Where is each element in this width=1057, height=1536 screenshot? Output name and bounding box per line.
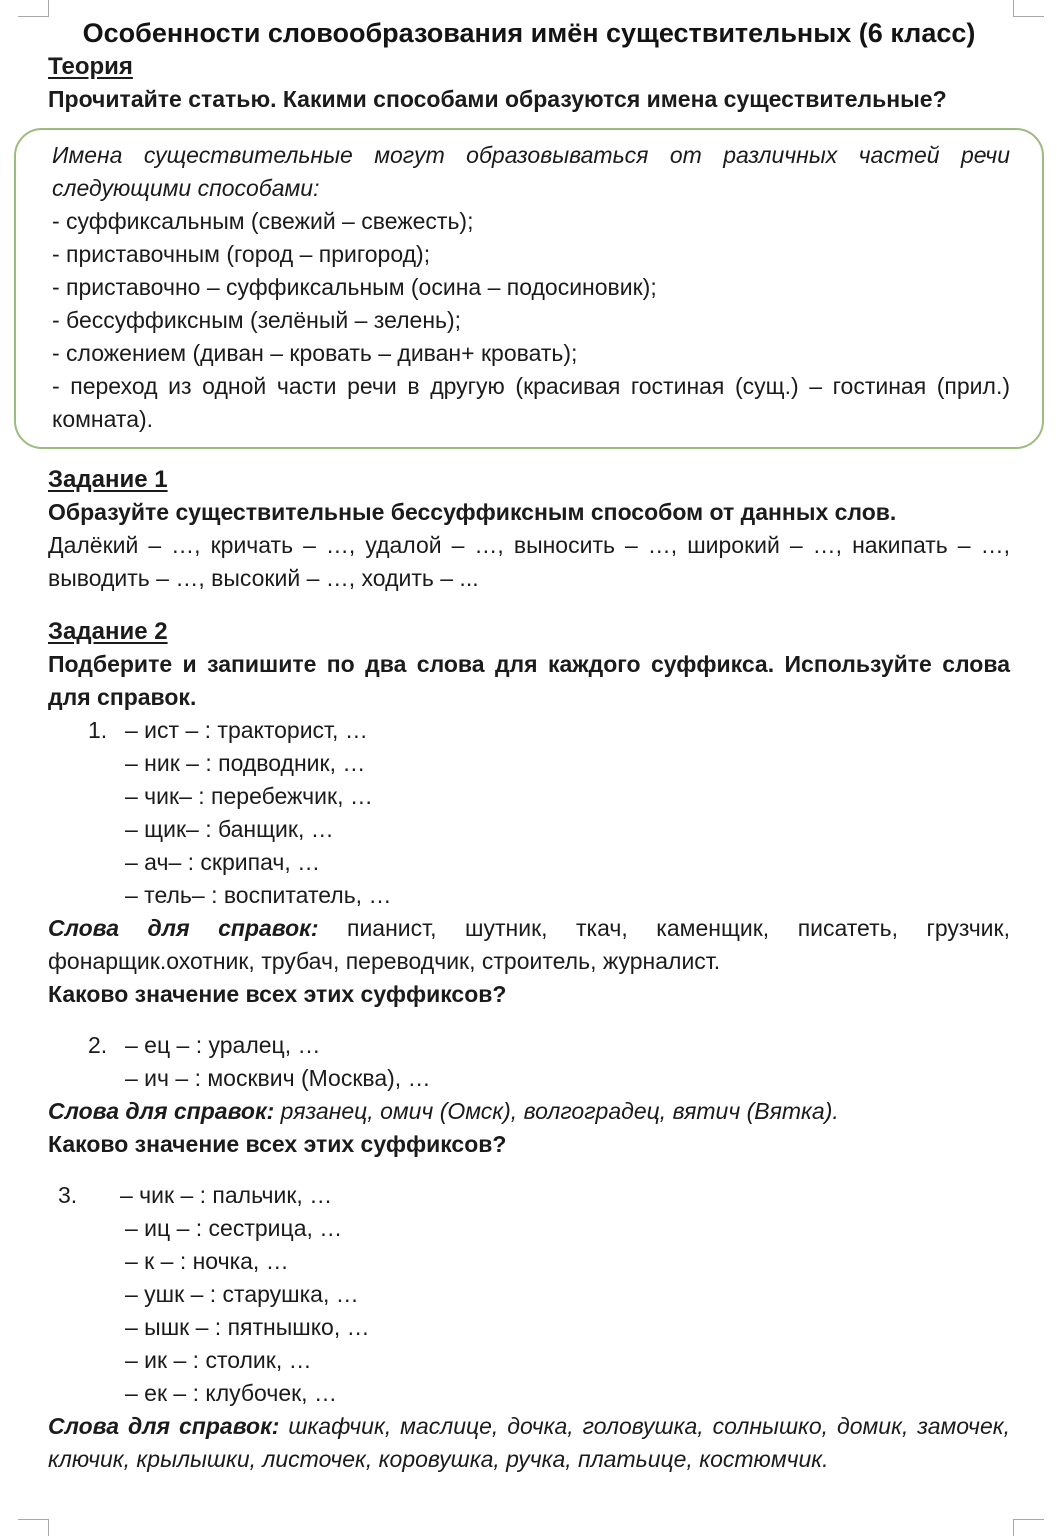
suffix-item: – ышк – : пятнышко, …: [125, 1314, 370, 1340]
word-formation-method: - приставочным (город – пригород);: [52, 241, 431, 267]
suffix-item: – ушк – : старушка, …: [125, 1281, 359, 1307]
word-formation-method: - приставочно – суффиксальным (осина – подосиновик);: [52, 274, 657, 300]
suffix-item-text: – чик – : пальчик, …: [120, 1182, 333, 1208]
suffix-item: – иц – : сестрица, …: [125, 1215, 343, 1241]
suffix-item: – ич – : москвич (Москва), …: [125, 1065, 431, 1091]
suffix-item: – щик– : банщик, …: [125, 816, 334, 842]
reference-words-paragraph: [48, 1095, 1010, 1128]
reference-words-label: Слова для справок:: [48, 1098, 275, 1124]
suffix-item: [48, 714, 1010, 747]
task-2-heading: Задание 2: [48, 618, 168, 645]
theory-question: Прочитайте статью. Какими способами образуются имена существительные?: [48, 86, 947, 112]
suffix-item: – тель– : воспитатель, …: [125, 882, 392, 908]
suffix-item: – ник – : подводник, …: [125, 750, 366, 776]
word-formation-method: - сложением (диван – кровать – диван+ кровать);: [52, 340, 578, 366]
task-2-section: [48, 615, 1010, 1476]
word-formation-methods-list: [52, 205, 1010, 436]
suffix-group-3: [48, 1179, 1010, 1476]
group-question: Каково значение всех этих суффиксов?: [48, 981, 507, 1007]
suffix-item: – к – : ночка, …: [125, 1248, 289, 1274]
document-content: [48, 16, 1010, 1476]
margin-mark-bottom-right: [1013, 1519, 1044, 1536]
suffix-item: – чик– : перебежчик, …: [125, 783, 373, 809]
suffix-item-text: – ец – : уралец, …: [125, 1032, 321, 1058]
task-1-section: [48, 463, 1010, 595]
page-title: Особенности словообразования имён существительных (6 класс): [82, 18, 976, 48]
reference-words-label: Слова для справок:: [48, 915, 319, 941]
theory-label: Теория: [48, 53, 133, 80]
reference-words: пианист, шутник, ткач, каменщик, писатеть, грузчик, фонарщик.охотник, трубач, переводчик, строитель, журналист.: [48, 915, 1010, 974]
suffix-groups: [48, 714, 1010, 1476]
margin-mark-top-right: [1013, 0, 1044, 17]
word-formation-method: - суффиксальным (свежий – свежесть);: [52, 208, 474, 234]
task-2-instruction: Подберите и запишите по два слова для каждого суффикса. Используйте слова для справок.: [48, 651, 1010, 710]
reference-words-paragraph: [48, 1410, 1010, 1476]
suffix-group-1: [48, 714, 1010, 1011]
margin-mark-bottom-left: [18, 1519, 49, 1536]
suffix-item: – ек – : клубочек, …: [125, 1380, 337, 1406]
suffix-group-2: [48, 1029, 1010, 1161]
theory-box: [14, 128, 1044, 449]
group-number: 3.: [58, 1182, 78, 1208]
group-number: 1.: [88, 717, 108, 743]
suffix-item: [48, 1179, 1010, 1212]
suffix-item: – ик – : столик, …: [125, 1347, 312, 1373]
theory-box-intro: Имена существительные могут образовываться от различных частей речи следующими способами:: [52, 142, 1010, 201]
suffix-item: [48, 1029, 1010, 1062]
group-number: 2.: [88, 1032, 108, 1058]
reference-words-label: Слова для справок:: [48, 1413, 280, 1439]
margin-mark-top-left: [18, 0, 49, 17]
group-question: Каково значение всех этих суффиксов?: [48, 1131, 507, 1157]
word-formation-method: - бессуффиксным (зелёный – зелень);: [52, 307, 462, 333]
word-formation-method: - переход из одной части речи в другую (красивая гостиная (сущ.) – гостиная (прил.) комната).: [52, 373, 1010, 432]
reference-words-paragraph: [48, 912, 1010, 978]
suffix-item-text: – ист – : тракторист, …: [125, 717, 368, 743]
task-1-instruction: Образуйте существительные бессуффиксным способом от данных слов.: [48, 499, 897, 525]
task-1-word-list: Далёкий – …, кричать – …, удалой – …, выносить – …, широкий – …, накипать – …, выводить – …, высокий – …, ходить – ...: [48, 532, 1010, 591]
task-1-heading: Задание 1: [48, 466, 168, 493]
reference-words: шкафчик, маслице, дочка, головушка, солнышко, домик, замочек, ключик, крылышки, листочек, коровушка, ручка, платьице, костюмчик.: [48, 1413, 1010, 1472]
reference-words: рязанец, омич (Омск), волгоградец, вятич (Вятка).: [274, 1098, 839, 1124]
suffix-item: – ач– : скрипач, …: [125, 849, 321, 875]
